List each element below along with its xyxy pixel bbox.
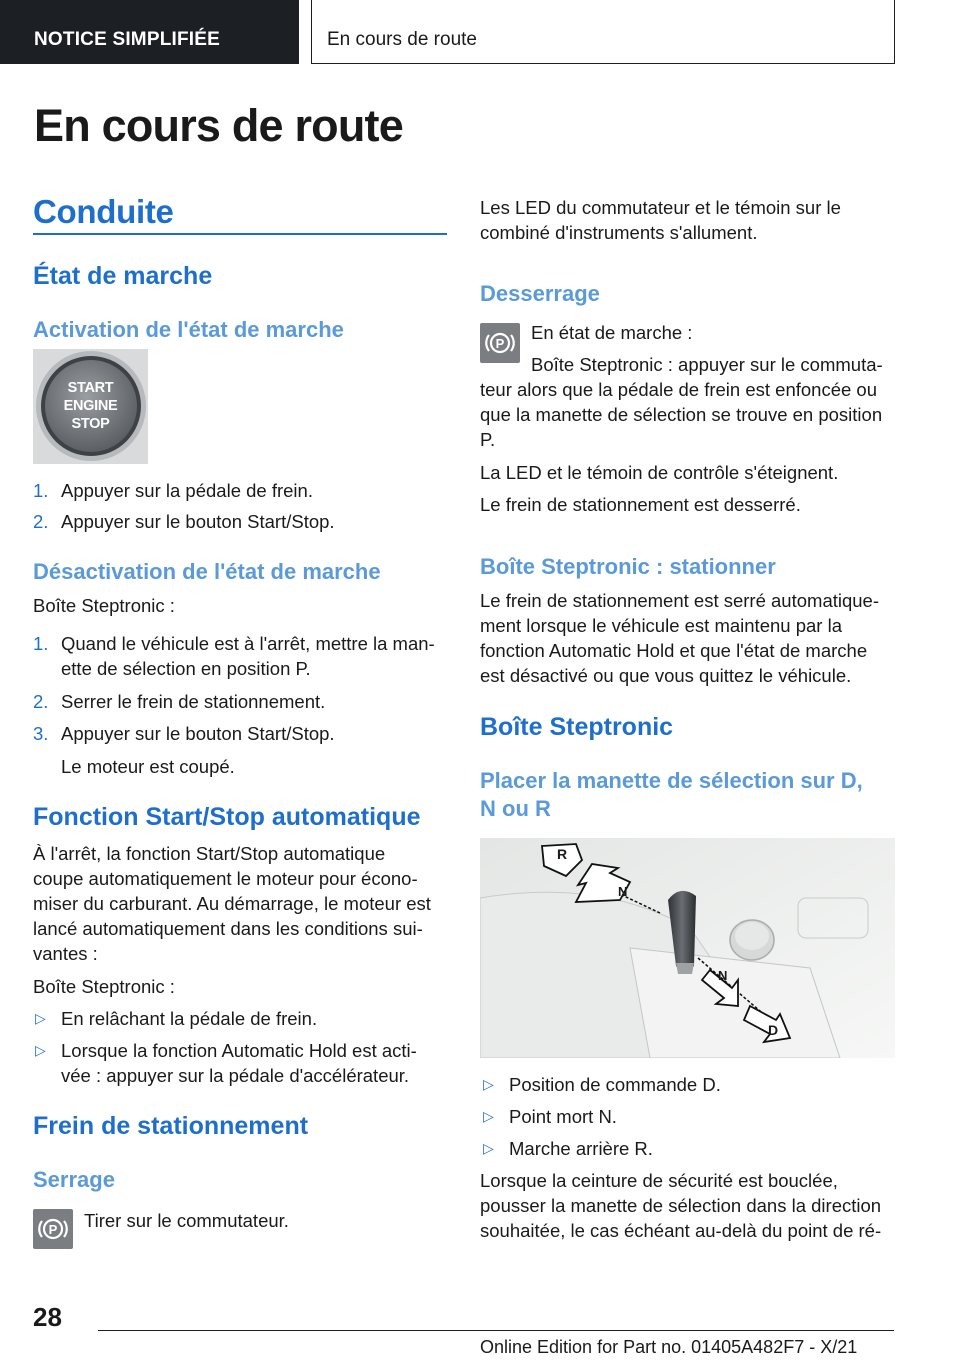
frein-heading: Frein de stationnement — [33, 1112, 309, 1140]
gear-label-d: D — [768, 1022, 779, 1038]
engine-label: ENGINE — [63, 398, 118, 414]
gear-bullet-text: Position de commande D. — [509, 1074, 721, 1095]
auto-paragraph-line: miser du carburant. Au démarrage, le moteur est — [33, 893, 431, 914]
auto-bullet-text: vée : appuyer sur la pédale d'accélérateur. — [61, 1065, 410, 1086]
start-label: START — [67, 380, 114, 396]
footer-edition: Online Edition for Part no. 01405A482F7 - X/21 — [480, 1337, 858, 1357]
svg-text:P: P — [495, 336, 505, 351]
desactivation-step-text: ette de sélection en position P. — [61, 658, 311, 679]
desserrage-paragraph-line: teur alors que la pédale de frein est enfoncée ou — [480, 379, 878, 400]
auto-paragraph-line: À l'arrêt, la fonction Start/Stop automatique — [33, 843, 386, 864]
desserrage-paragraph-line: que la manette de sélection se trouve en position — [480, 404, 883, 425]
gear-bullet-text: Point mort N. — [509, 1106, 617, 1127]
serrage-heading: Serrage — [33, 1167, 115, 1192]
etat-heading: État de marche — [33, 262, 213, 290]
activation-step-number: 1. — [33, 480, 49, 501]
auto-bullet-text: En relâchant la pédale de frein. — [61, 1008, 318, 1029]
bullet-triangle-icon: ▷ — [35, 1042, 46, 1058]
desactivation-step-number: 1. — [33, 633, 49, 654]
desactivation-step-text: Appuyer sur le bouton Start/Stop. — [61, 723, 335, 744]
stationner-paragraph-line: est désactivé ou que vous quittez le véhicule. — [480, 665, 852, 686]
desactivation-step-number: 2. — [33, 691, 49, 712]
desserrage-line: En état de marche : — [531, 322, 693, 343]
stop-label: STOP — [71, 416, 110, 432]
desactivation-step-text: Quand le véhicule est à l'arrêt, mettre la man- — [61, 633, 435, 654]
desactivation-intro: Boîte Steptronic : — [33, 595, 175, 616]
bullet-triangle-icon: ▷ — [483, 1076, 494, 1092]
placer-heading-line: N ou R — [480, 796, 551, 821]
auto-paragraph-line: lancé automatiquement dans les conditions sui- — [33, 918, 423, 939]
chapter-rule — [33, 233, 447, 235]
auto-intro: Boîte Steptronic : — [33, 976, 175, 997]
parking-brake-icon — [480, 323, 520, 363]
final-paragraph-line: pousser la manette de sélection dans la direction — [480, 1195, 882, 1216]
activation-step-number: 2. — [33, 511, 49, 532]
gear-selector-image — [480, 838, 895, 1058]
bullet-triangle-icon: ▷ — [483, 1108, 494, 1124]
desactivation-note: Le moteur est coupé. — [61, 756, 235, 777]
section-tab: NOTICE SIMPLIFIÉE — [0, 0, 299, 64]
activation-step-text: Appuyer sur la pédale de frein. — [61, 480, 313, 501]
bullet-triangle-icon: ▷ — [35, 1010, 46, 1026]
bullet-triangle-icon: ▷ — [483, 1140, 494, 1156]
serrage-text: Tirer sur le commutateur. — [84, 1210, 289, 1231]
desserrage-paragraph-line: P. — [480, 429, 496, 450]
desactivation-step-text: Serrer le frein de stationnement. — [61, 691, 326, 712]
desactivation-heading: Désactivation de l'état de marche — [33, 559, 381, 584]
start-stop-button-image — [33, 349, 148, 464]
chapter-heading: Conduite — [33, 193, 174, 230]
parking-brake-icon — [33, 1209, 73, 1249]
steptronic-heading: Boîte Steptronic — [480, 713, 674, 741]
svg-text:P: P — [48, 1222, 58, 1237]
stationner-paragraph-line: Le frein de stationnement est serré automatique- — [480, 590, 880, 611]
auto-bullet-text: Lorsque la fonction Automatic Hold est acti- — [61, 1040, 417, 1061]
top-paragraph-line: Les LED du commutateur et le témoin sur le — [480, 197, 841, 218]
desserrage-p2: La LED et le témoin de contrôle s'éteignent. — [480, 462, 839, 483]
desserrage-heading: Desserrage — [480, 281, 600, 306]
gear-label-n2: N — [718, 968, 728, 983]
activation-heading: Activation de l'état de marche — [33, 317, 344, 342]
top-paragraph-line: combiné d'instruments s'allument. — [480, 222, 758, 243]
chapter-tab: En cours de route — [311, 0, 895, 64]
auto-paragraph-line: coupe automatiquement le moteur pour écono- — [33, 868, 418, 889]
stationner-paragraph-line: ment lorsque le véhicule est maintenu par la — [480, 615, 842, 636]
footer-rule — [98, 1330, 894, 1331]
desserrage-p3: Le frein de stationnement est desserré. — [480, 494, 801, 515]
gear-label-n: N — [618, 884, 628, 899]
auto-heading: Fonction Start/Stop automatique — [33, 803, 421, 831]
activation-step-text: Appuyer sur le bouton Start/Stop. — [61, 511, 335, 532]
page-number: 28 — [33, 1302, 62, 1332]
stationner-heading: Boîte Steptronic : stationner — [480, 554, 776, 579]
page-title: En cours de route — [34, 100, 403, 151]
placer-heading-line: Placer la manette de sélection sur D, — [480, 768, 863, 793]
final-paragraph-line: Lorsque la ceinture de sécurité est bouclée, — [480, 1170, 838, 1191]
desserrage-paragraph-line: Boîte Steptronic : appuyer sur le commuta- — [531, 354, 883, 375]
auto-paragraph-line: vantes : — [33, 943, 98, 964]
stationner-paragraph-line: fonction Automatic Hold et que l'état de marche — [480, 640, 868, 661]
final-paragraph-line: souhaitée, le cas échéant au-delà du point de ré- — [480, 1220, 882, 1241]
gear-bullet-text: Marche arrière R. — [509, 1138, 653, 1159]
gear-label-r: R — [557, 846, 568, 862]
desactivation-step-number: 3. — [33, 723, 49, 744]
